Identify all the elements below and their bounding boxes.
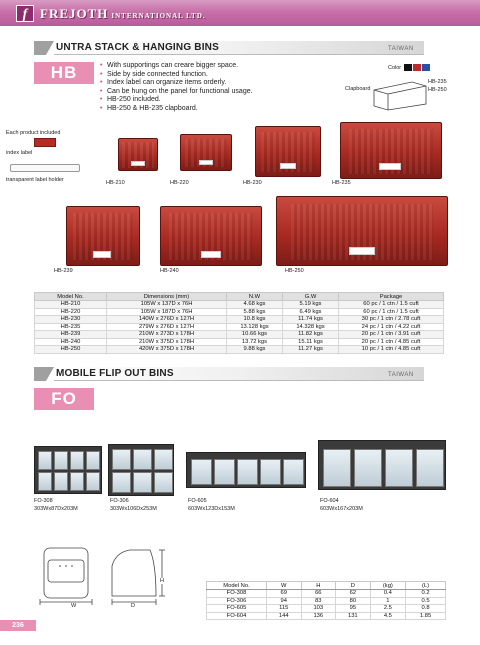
product-image-hb235 (340, 122, 442, 179)
table-cell: 94 (267, 597, 302, 605)
column-header: D (336, 582, 371, 590)
column-header: H (301, 582, 336, 590)
product-caption-fo306: FO-306 (110, 498, 129, 504)
hb-section-title: UNTRA STACK & HANGING BINS (56, 42, 219, 53)
feature-item: • Side by side connected function. (100, 71, 300, 80)
column-header: (L) (406, 582, 446, 590)
product-image-fo604 (318, 440, 446, 490)
table-cell: 6.49 kgs (283, 308, 339, 316)
product-image-hb240 (160, 206, 262, 266)
color-swatch-blue (422, 64, 430, 71)
table-cell: 105W x 187D x 76H (107, 308, 227, 316)
clapboard-model-2: HB-250 (428, 87, 447, 93)
column-header: N.W (227, 293, 283, 301)
table-cell: 20 pc / 1 ctn / 3.91 cuft (339, 331, 444, 339)
depth-dimension-label: D (131, 603, 135, 609)
table-cell: 66 (301, 590, 336, 598)
table-cell: 10.8 kgs (227, 316, 283, 324)
section-chevron-icon (34, 367, 54, 381)
product-image-hb210 (118, 138, 158, 171)
product-caption-hb250: HB-250 (285, 268, 304, 274)
feature-item: • HB-250 included. (100, 96, 300, 105)
product-dims-fo308: 303Wx87Dx203M (34, 506, 78, 512)
table-cell: FO-604 (207, 612, 267, 620)
table-cell: 279W x 276D x 127H (107, 323, 227, 331)
index-label-swatch (34, 138, 56, 147)
table-row (207, 612, 446, 620)
table-cell: 9.88 kgs (227, 346, 283, 354)
table-cell: 1.85 (406, 612, 446, 620)
table-cell: 13.128 kgs (227, 323, 283, 331)
table-cell: 62 (336, 590, 371, 598)
brand-name (40, 6, 206, 22)
column-header: Package (339, 293, 444, 301)
product-image-hb250 (276, 196, 448, 266)
table-cell: 144 (267, 612, 302, 620)
table-cell: 95 (336, 605, 371, 613)
table-cell: 4.5 (370, 612, 406, 620)
table-cell: FO-308 (207, 590, 267, 598)
table-cell: HB-235 (35, 323, 107, 331)
clapboard-model-1: HB-235 (428, 79, 447, 85)
feature-item: • Can be hung on the panel for functional usage. (100, 88, 300, 97)
table-cell: 11.74 kgs (283, 316, 339, 324)
product-caption-hb230: HB-230 (243, 180, 262, 186)
brand-sub: INTERNATIONAL LTD. (111, 12, 206, 20)
label-holder-image (10, 164, 80, 172)
product-caption-fo604: FO-604 (320, 498, 339, 504)
brand-main: FREJOTH (40, 6, 109, 21)
width-dimension-label: W (71, 603, 77, 609)
product-dims-fo605: 603Wx123Dx153M (188, 506, 235, 512)
color-label: Color (388, 65, 402, 71)
table-row (35, 346, 444, 354)
section-chevron-icon (34, 41, 54, 55)
product-caption-hb240: HB-240 (160, 268, 179, 274)
feature-item: • Index label can organize items orderly. (100, 79, 300, 88)
table-cell: 131 (336, 612, 371, 620)
table-cell: HB-239 (35, 331, 107, 339)
table-row (35, 301, 444, 309)
color-swatch-red (413, 64, 421, 71)
brand-logo-icon: f (16, 5, 34, 22)
product-dims-fo604: 603Wx167x203M (320, 506, 363, 512)
table-cell: 14.328 kgs (283, 323, 339, 331)
clapboard-label: Clapboard (345, 86, 371, 92)
table-cell: 69 (267, 590, 302, 598)
table-cell: 60 pc / 1 ctn / 1.5 cuft (339, 301, 444, 309)
hb-feature-list (100, 62, 300, 114)
product-caption-fo605: FO-605 (188, 498, 207, 504)
table-cell: 210W x 273D x 178H (107, 331, 227, 339)
column-header: (kg) (370, 582, 406, 590)
table-cell: 0.2 (406, 590, 446, 598)
table-cell: 83 (301, 597, 336, 605)
clapboard-diagram (372, 76, 428, 112)
product-caption-hb210: HB-210 (106, 180, 125, 186)
table-row (35, 323, 444, 331)
column-header: Model No. (35, 293, 107, 301)
table-cell: HB-220 (35, 308, 107, 316)
index-label-caption: index label (6, 150, 33, 156)
table-cell: 60 pc / 1 ctn / 1.5 cuft (339, 308, 444, 316)
table-cell: 0.5 (406, 597, 446, 605)
table-header-row (207, 582, 446, 590)
table-cell: 5.88 kgs (227, 308, 283, 316)
table-cell: 1 (370, 597, 406, 605)
product-caption-fo308: FO-308 (34, 498, 53, 504)
product-image-hb230 (255, 126, 321, 177)
product-image-fo306 (108, 444, 174, 496)
product-image-hb239 (66, 206, 140, 266)
page-number: 236 (0, 620, 36, 631)
table-row (35, 316, 444, 324)
hb-code-badge: HB (34, 62, 94, 84)
table-cell: HB-210 (35, 301, 107, 309)
each-product-note: Each product included (6, 130, 61, 136)
table-row (207, 590, 446, 598)
hb-spec-table (34, 292, 444, 354)
table-row (35, 338, 444, 346)
table-cell: 105W x 137D x 76H (107, 301, 227, 309)
table-cell: 10.66 kgs (227, 331, 283, 339)
table-row (207, 605, 446, 613)
table-row (35, 308, 444, 316)
table-cell: 2.5 (370, 605, 406, 613)
table-cell: 15.11 kgs (283, 338, 339, 346)
feature-item: • With supportings can creare bigger space. (100, 62, 300, 71)
table-cell: 11.27 kgs (283, 346, 339, 354)
hb-origin-tag: TAIWAN (388, 46, 414, 52)
table-cell: 210W x 375D x 178H (107, 338, 227, 346)
table-cell: 0.8 (406, 605, 446, 613)
table-cell: 24 pc / 1 ctn / 4.22 cuft (339, 323, 444, 331)
column-header: Model No. (207, 582, 267, 590)
bin-dimension-diagram (30, 546, 176, 614)
fo-origin-tag: TAIWAN (388, 372, 414, 378)
product-image-fo605 (186, 452, 306, 488)
table-cell: FO-306 (207, 597, 267, 605)
table-cell: 10 pc / 1 ctn / 4.85 cuft (339, 346, 444, 354)
fo-spec-table (206, 581, 446, 620)
table-cell: 0.4 (370, 590, 406, 598)
color-swatch-black (404, 64, 412, 71)
table-cell: 80 (336, 597, 371, 605)
label-holder-caption: transparent label holder (6, 177, 64, 183)
table-cell: 115 (267, 605, 302, 613)
table-header-row (35, 293, 444, 301)
table-cell: 103 (301, 605, 336, 613)
table-cell: 11.82 kgs (283, 331, 339, 339)
fo-code-badge: FO (34, 388, 94, 410)
table-cell: 140W x 276D x 127H (107, 316, 227, 324)
column-header: Dimensions (mm) (107, 293, 227, 301)
product-caption-hb235: HB-235 (332, 180, 351, 186)
table-cell: HB-250 (35, 346, 107, 354)
fo-section-title: MOBILE FLIP OUT BINS (56, 368, 174, 379)
table-cell: 20 pc / 1 ctn / 4.85 cuft (339, 338, 444, 346)
column-header: W (267, 582, 302, 590)
table-cell: HB-230 (35, 316, 107, 324)
table-cell: 136 (301, 612, 336, 620)
product-caption-hb220: HB-220 (170, 180, 189, 186)
column-header: G.W (283, 293, 339, 301)
table-cell: HB-240 (35, 338, 107, 346)
table-cell: 13.72 kgs (227, 338, 283, 346)
table-row (35, 331, 444, 339)
table-row (207, 597, 446, 605)
product-dims-fo306: 303Wx106Dx253M (110, 506, 157, 512)
table-cell: 420W x 375D x 178H (107, 346, 227, 354)
table-cell: 30 pc / 1 ctn / 2.78 cuft (339, 316, 444, 324)
product-image-hb220 (180, 134, 232, 171)
table-cell: 5.19 kgs (283, 301, 339, 309)
feature-item: • HB-250 & HB-235 clapboard. (100, 105, 300, 114)
table-cell: FO-605 (207, 605, 267, 613)
table-cell: 4.68 kgs (227, 301, 283, 309)
height-dimension-label: H (160, 578, 164, 584)
product-caption-hb239: HB-239 (54, 268, 73, 274)
product-image-fo308 (34, 446, 102, 494)
